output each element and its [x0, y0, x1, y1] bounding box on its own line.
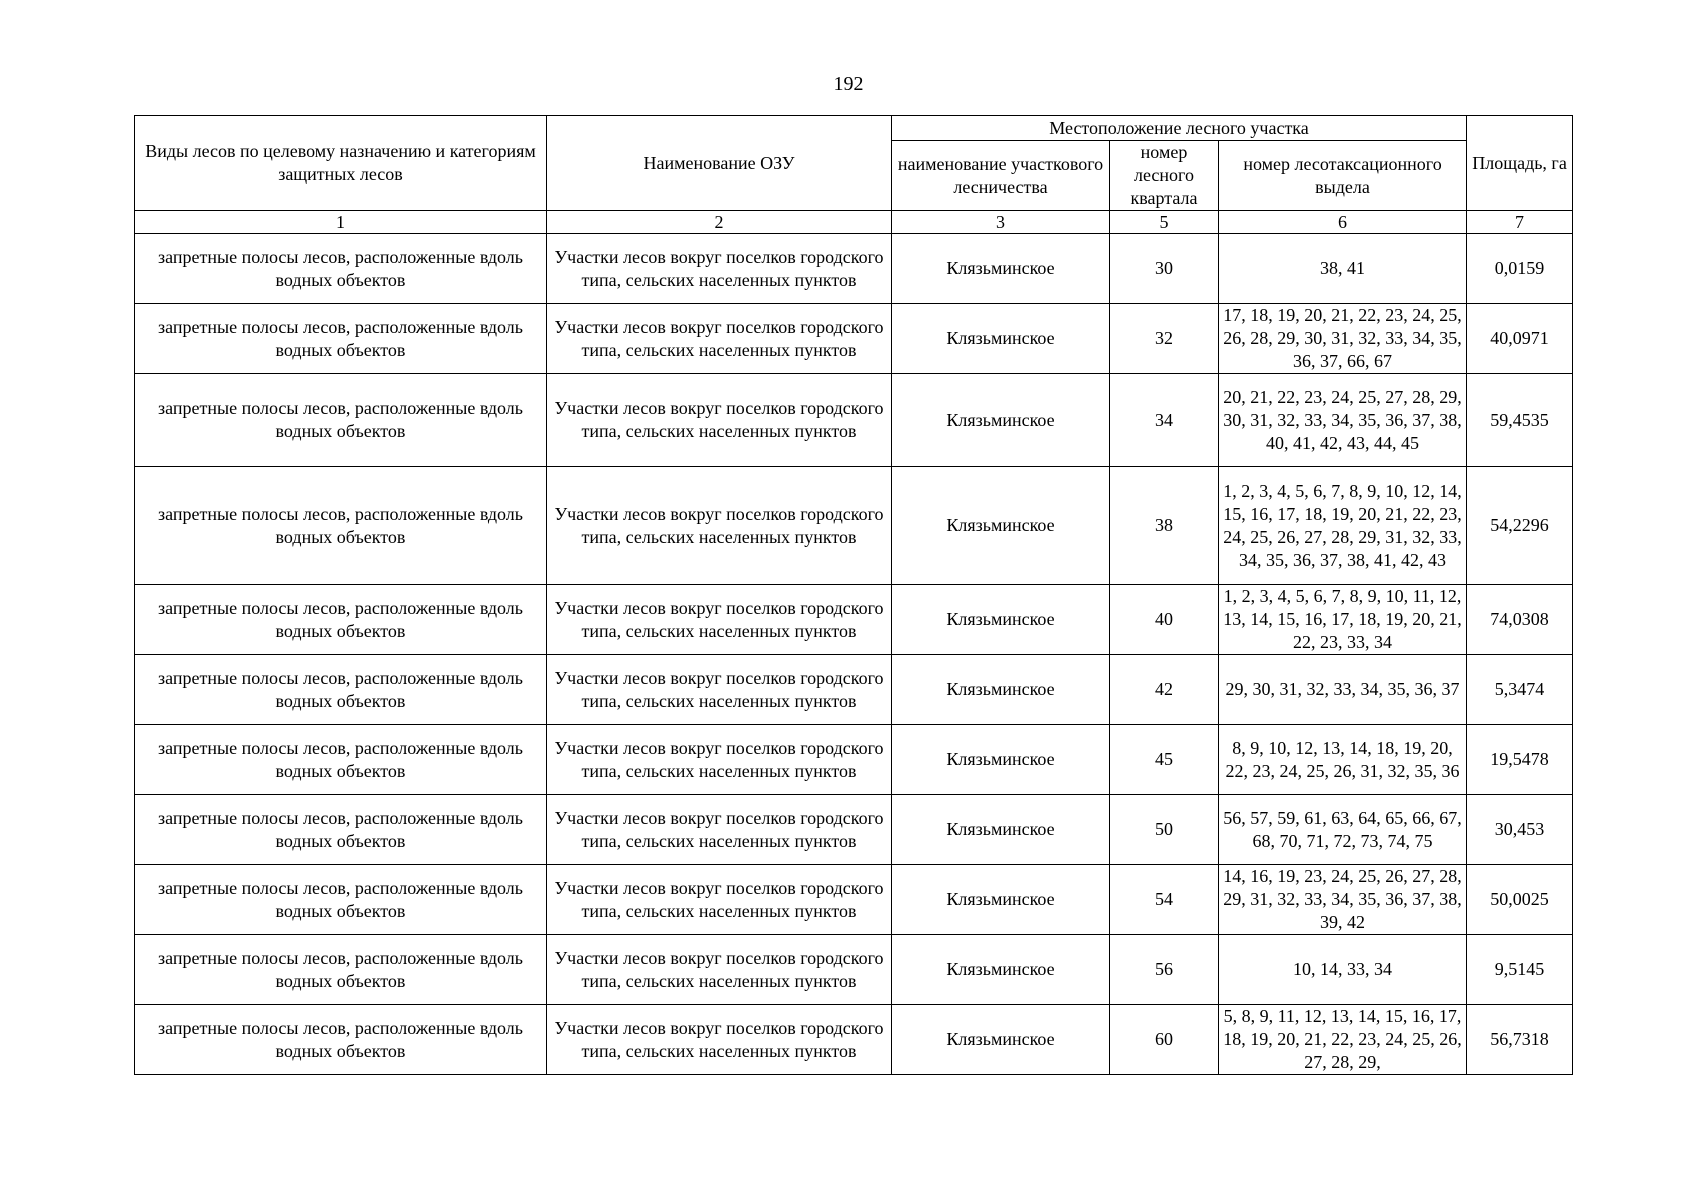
header-district: наименование участкового лесничества	[892, 141, 1110, 211]
quarter-cell: 40	[1110, 585, 1219, 655]
ozu-cell: Участки лесов вокруг поселков городского типа, сельских населенных пунктов	[547, 655, 892, 725]
quarter-cell: 42	[1110, 655, 1219, 725]
header-forest-type: Виды лесов по целевому назначению и категориям защитных лесов	[135, 116, 547, 211]
table-row	[135, 935, 1573, 1005]
quarter-cell: 50	[1110, 795, 1219, 865]
table-row	[135, 585, 1573, 655]
ozu-cell: Участки лесов вокруг поселков городского типа, сельских населенных пунктов	[547, 585, 892, 655]
column-number: 2	[547, 211, 892, 234]
district-cell: Клязьминское	[892, 935, 1110, 1005]
forest-plots-table	[134, 115, 1573, 1075]
allotments-cell: 29, 30, 31, 32, 33, 34, 35, 36, 37	[1219, 655, 1467, 725]
header-allotment: номер лесотаксационного выдела	[1219, 141, 1467, 211]
forest-type-cell: запретные полосы лесов, расположенные вдоль водных объектов	[135, 725, 547, 795]
area-cell: 54,2296	[1467, 467, 1573, 585]
allotments-cell: 14, 16, 19, 23, 24, 25, 26, 27, 28, 29, 31, 32, 33, 34, 35, 36, 37, 38, 39, 42	[1219, 865, 1467, 935]
header-quarter: номер лесного квартала	[1110, 141, 1219, 211]
forest-type-cell: запретные полосы лесов, расположенные вдоль водных объектов	[135, 304, 547, 374]
ozu-cell: Участки лесов вокруг поселков городского типа, сельских населенных пунктов	[547, 1005, 892, 1075]
ozu-cell: Участки лесов вокруг поселков городского типа, сельских населенных пунктов	[547, 865, 892, 935]
district-cell: Клязьминское	[892, 725, 1110, 795]
table-row	[135, 1005, 1573, 1075]
area-cell: 9,5145	[1467, 935, 1573, 1005]
table-row	[135, 234, 1573, 304]
quarter-cell: 56	[1110, 935, 1219, 1005]
forest-type-cell: запретные полосы лесов, расположенные вдоль водных объектов	[135, 374, 547, 467]
area-cell: 40,0971	[1467, 304, 1573, 374]
district-cell: Клязьминское	[892, 865, 1110, 935]
forest-type-cell: запретные полосы лесов, расположенные вдоль водных объектов	[135, 795, 547, 865]
ozu-cell: Участки лесов вокруг поселков городского типа, сельских населенных пунктов	[547, 374, 892, 467]
allotments-cell: 8, 9, 10, 12, 13, 14, 18, 19, 20, 22, 23, 24, 25, 26, 31, 32, 35, 36	[1219, 725, 1467, 795]
area-cell: 19,5478	[1467, 725, 1573, 795]
header-ozu-name: Наименование ОЗУ	[547, 116, 892, 211]
table-row	[135, 795, 1573, 865]
allotments-cell: 56, 57, 59, 61, 63, 64, 65, 66, 67, 68, 70, 71, 72, 73, 74, 75	[1219, 795, 1467, 865]
forest-type-cell: запретные полосы лесов, расположенные вдоль водных объектов	[135, 865, 547, 935]
area-cell: 56,7318	[1467, 1005, 1573, 1075]
table-row	[135, 655, 1573, 725]
area-cell: 0,0159	[1467, 234, 1573, 304]
quarter-cell: 54	[1110, 865, 1219, 935]
forest-type-cell: запретные полосы лесов, расположенные вдоль водных объектов	[135, 234, 547, 304]
ozu-cell: Участки лесов вокруг поселков городского типа, сельских населенных пунктов	[547, 725, 892, 795]
allotments-cell: 38, 41	[1219, 234, 1467, 304]
forest-type-cell: запретные полосы лесов, расположенные вдоль водных объектов	[135, 585, 547, 655]
ozu-cell: Участки лесов вокруг поселков городского типа, сельских населенных пунктов	[547, 795, 892, 865]
table-row	[135, 865, 1573, 935]
ozu-cell: Участки лесов вокруг поселков городского типа, сельских населенных пунктов	[547, 234, 892, 304]
allotments-cell: 20, 21, 22, 23, 24, 25, 27, 28, 29, 30, 31, 32, 33, 34, 35, 36, 37, 38, 40, 41, 42, 43, 44, 45	[1219, 374, 1467, 467]
district-cell: Клязьминское	[892, 234, 1110, 304]
allotments-cell: 10, 14, 33, 34	[1219, 935, 1467, 1005]
table-row	[135, 304, 1573, 374]
district-cell: Клязьминское	[892, 655, 1110, 725]
quarter-cell: 34	[1110, 374, 1219, 467]
area-cell: 59,4535	[1467, 374, 1573, 467]
forest-type-cell: запретные полосы лесов, расположенные вдоль водных объектов	[135, 1005, 547, 1075]
quarter-cell: 32	[1110, 304, 1219, 374]
area-cell: 74,0308	[1467, 585, 1573, 655]
column-number: 5	[1110, 211, 1219, 234]
header-location-group: Местоположение лесного участка	[892, 116, 1467, 141]
quarter-cell: 45	[1110, 725, 1219, 795]
page-number: 192	[833, 73, 864, 95]
column-number-row	[135, 211, 1573, 234]
column-number: 3	[892, 211, 1110, 234]
district-cell: Клязьминское	[892, 374, 1110, 467]
district-cell: Клязьминское	[892, 585, 1110, 655]
district-cell: Клязьминское	[892, 304, 1110, 374]
forest-type-cell: запретные полосы лесов, расположенные вдоль водных объектов	[135, 935, 547, 1005]
allotments-cell: 17, 18, 19, 20, 21, 22, 23, 24, 25, 26, 28, 29, 30, 31, 32, 33, 34, 35, 36, 37, 66, 67	[1219, 304, 1467, 374]
allotments-cell: 1, 2, 3, 4, 5, 6, 7, 8, 9, 10, 12, 14, 15, 16, 17, 18, 19, 20, 21, 22, 23, 24, 25, 26, 27, 28, 29, 31, 32, 33, 34, 35, 36, 37, 38, 41, 42, 43	[1219, 467, 1467, 585]
quarter-cell: 30	[1110, 234, 1219, 304]
district-cell: Клязьминское	[892, 795, 1110, 865]
header-row-top	[135, 116, 1573, 141]
header-area: Площадь, га	[1467, 116, 1573, 211]
allotments-cell: 5, 8, 9, 11, 12, 13, 14, 15, 16, 17, 18, 19, 20, 21, 22, 23, 24, 25, 26, 27, 28, 29,	[1219, 1005, 1467, 1075]
area-cell: 30,453	[1467, 795, 1573, 865]
area-cell: 5,3474	[1467, 655, 1573, 725]
allotments-cell: 1, 2, 3, 4, 5, 6, 7, 8, 9, 10, 11, 12, 13, 14, 15, 16, 17, 18, 19, 20, 21, 22, 23, 33, 34	[1219, 585, 1467, 655]
quarter-cell: 38	[1110, 467, 1219, 585]
table-row	[135, 467, 1573, 585]
forest-type-cell: запретные полосы лесов, расположенные вдоль водных объектов	[135, 467, 547, 585]
ozu-cell: Участки лесов вокруг поселков городского типа, сельских населенных пунктов	[547, 467, 892, 585]
ozu-cell: Участки лесов вокруг поселков городского типа, сельских населенных пунктов	[547, 304, 892, 374]
column-number: 7	[1467, 211, 1573, 234]
ozu-cell: Участки лесов вокруг поселков городского типа, сельских населенных пунктов	[547, 935, 892, 1005]
forest-type-cell: запретные полосы лесов, расположенные вдоль водных объектов	[135, 655, 547, 725]
table-row	[135, 374, 1573, 467]
district-cell: Клязьминское	[892, 467, 1110, 585]
table-row	[135, 725, 1573, 795]
column-number: 6	[1219, 211, 1467, 234]
area-cell: 50,0025	[1467, 865, 1573, 935]
column-number: 1	[135, 211, 547, 234]
quarter-cell: 60	[1110, 1005, 1219, 1075]
district-cell: Клязьминское	[892, 1005, 1110, 1075]
